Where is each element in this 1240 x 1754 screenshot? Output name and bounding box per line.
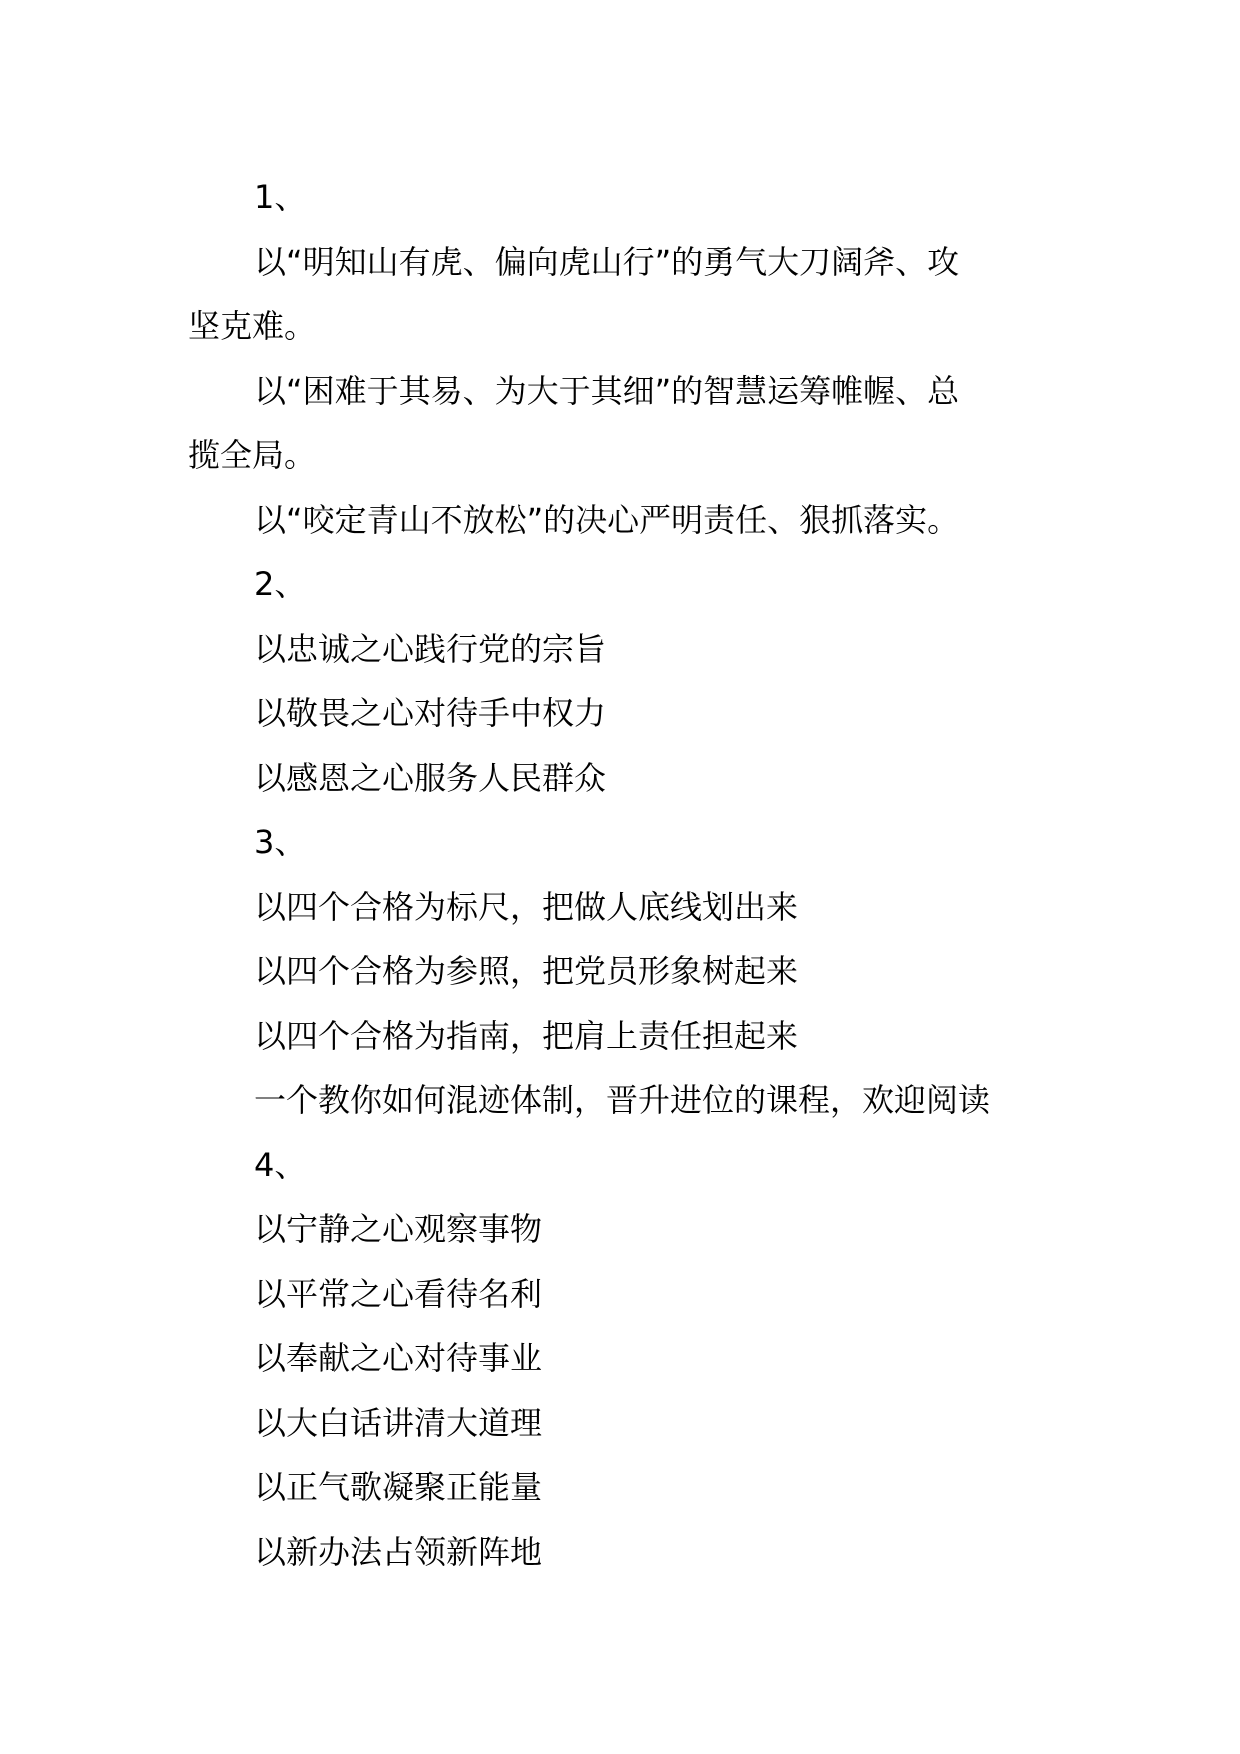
paragraph-line: 以大白话讲清大道理 [254,1403,543,1442]
paragraph-line: 以四个合格为标尺，把做人底线划出来 [254,887,799,926]
paragraph-line: 以四个合格为指南，把肩上责任担起来 [254,1016,799,1055]
paragraph-line: 以忠诚之心践行党的宗旨 [254,629,607,668]
paragraph-line: 一个教你如何混迹体制，晋升进位的课程，欢迎阅读 [254,1081,991,1119]
section-number-4: 4、 [254,1145,307,1184]
paragraph-line: 以感恩之心服务人民群众 [254,758,607,797]
paragraph-line: 以四个合格为参照，把党员形象树起来 [254,952,799,990]
paragraph-line: 以“困难于其易、为大于其细”的智慧运筹帷幄、总 [254,371,960,410]
document-body [188,165,1053,1584]
paragraph-line: 以敬畏之心对待手中权力 [254,694,607,732]
paragraph-line-continuation: 坚克难。 [188,307,317,345]
paragraph-line: 以正气歌凝聚正能量 [254,1468,543,1506]
paragraph-line: 以新办法占领新阵地 [254,1532,543,1571]
section-number-3: 3、 [254,823,307,861]
paragraph-line: 以平常之心看待名利 [254,1274,543,1313]
section-number-1: 1、 [254,178,307,216]
paragraph-line: 以宁静之心观察事物 [254,1210,543,1248]
paragraph-line: 以“咬定青山不放松”的决心严明责任、狠抓落实。 [254,500,960,539]
paragraph-line: 以奉献之心对待事业 [254,1339,543,1377]
paragraph-line-continuation: 揽全局。 [188,436,317,474]
paragraph-line: 以“明知山有虎、偏向虎山行”的勇气大刀阔斧、攻 [254,242,960,281]
section-number-2: 2、 [254,565,307,603]
